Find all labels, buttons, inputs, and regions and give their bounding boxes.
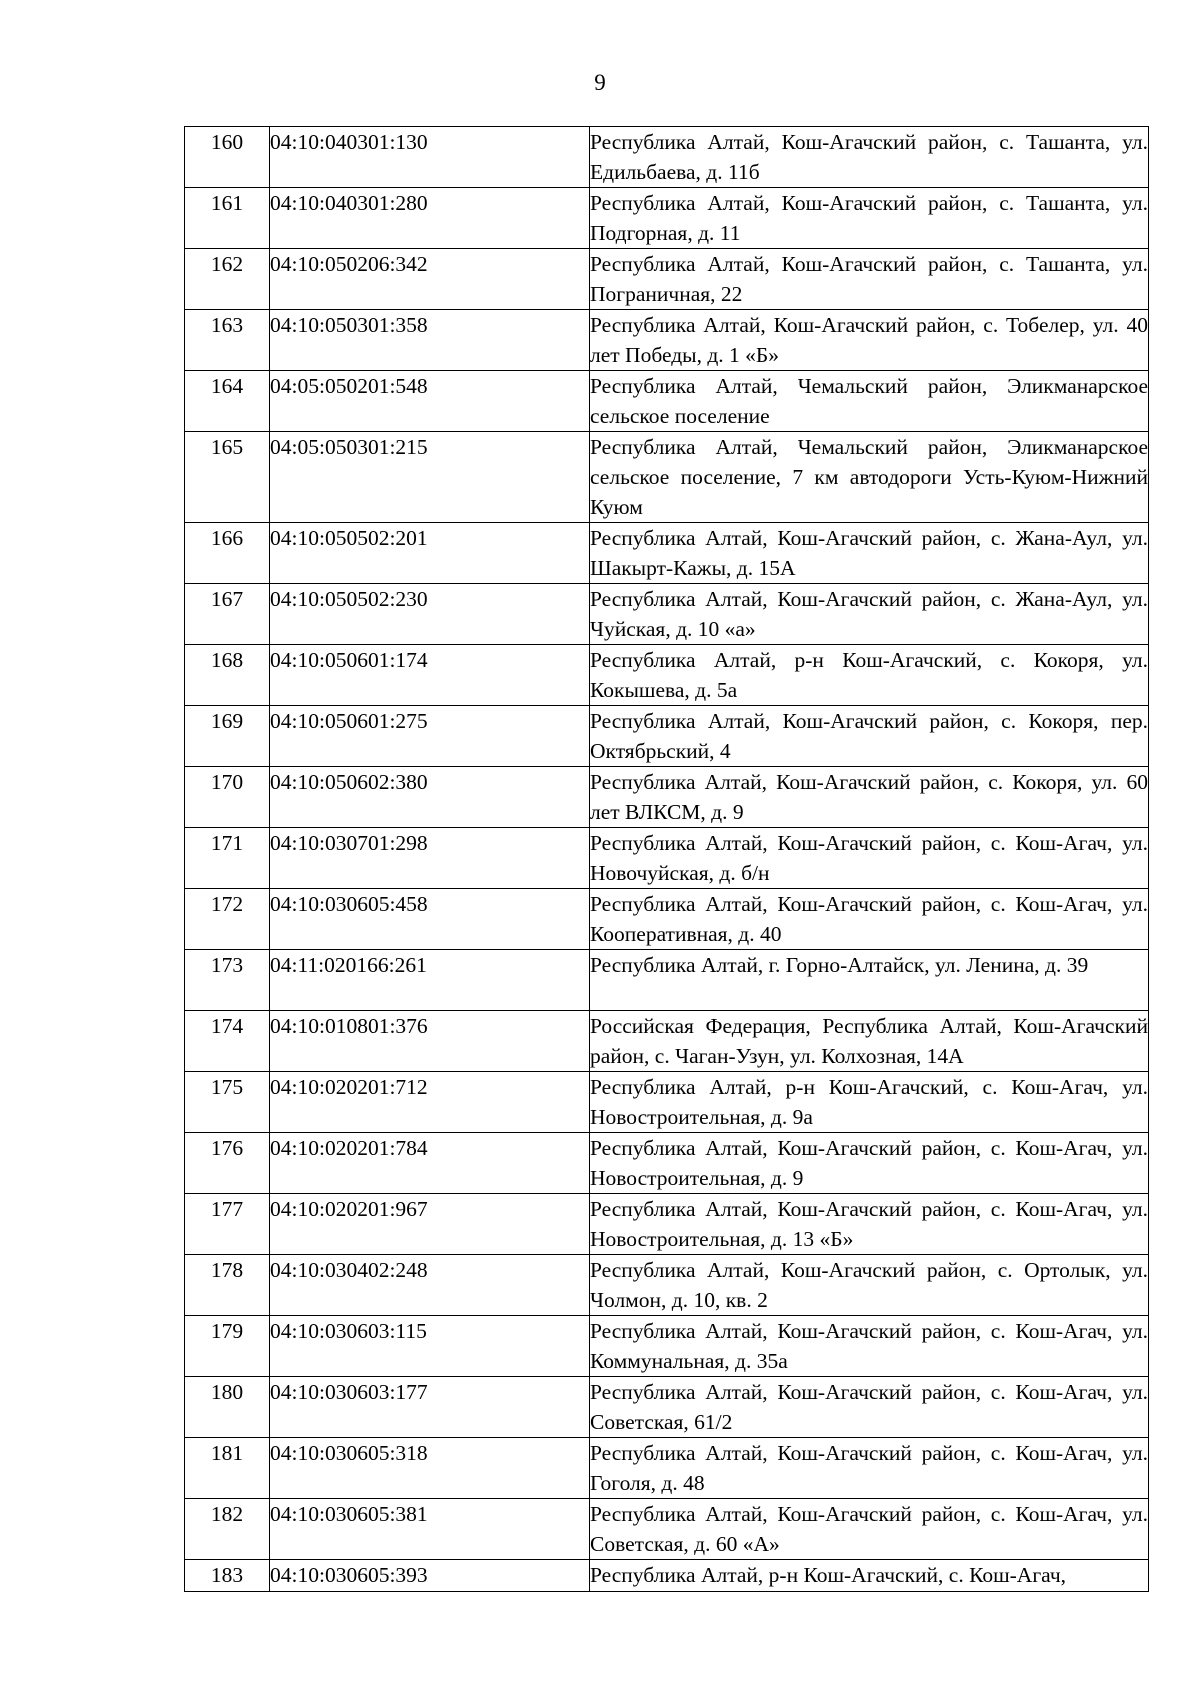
table-row: [185, 706, 1149, 767]
address: Республика Алтай, р-н Кош-Агачский, с. Кокоря, ул. Кокышева, д. 5а: [590, 645, 1149, 706]
row-number: 174: [185, 1010, 270, 1071]
address: Республика Алтай, Кош-Агачский район, с. Кош-Агач, ул. Советская, д. 60 «А»: [590, 1498, 1149, 1559]
row-number: 178: [185, 1254, 270, 1315]
address: Республика Алтай, Кош-Агачский район, с. Ташанта, ул. Пограничная, 22: [590, 249, 1149, 310]
row-number: 161: [185, 188, 270, 249]
table-row: [185, 1559, 1149, 1591]
table-row: [185, 249, 1149, 310]
row-number: 164: [185, 371, 270, 432]
cadastral-number: 04:10:030605:393: [270, 1559, 590, 1591]
table-row: [185, 1193, 1149, 1254]
address: Республика Алтай, Чемальский район, Эликманарское сельское поселение, 7 км автодороги Усть-Куюм-Нижний Куюм: [590, 432, 1149, 523]
cadastral-number: 04:10:040301:280: [270, 188, 590, 249]
row-number: 175: [185, 1071, 270, 1132]
table-row: [185, 1132, 1149, 1193]
cadastral-number: 04:10:030603:115: [270, 1315, 590, 1376]
row-number: 173: [185, 950, 270, 1011]
table-row: [185, 1437, 1149, 1498]
cadastral-number: 04:10:020201:712: [270, 1071, 590, 1132]
cadastral-number: 04:10:020201:967: [270, 1193, 590, 1254]
row-number: 167: [185, 584, 270, 645]
row-number: 172: [185, 889, 270, 950]
cadastral-number: 04:10:050601:174: [270, 645, 590, 706]
table-row: [185, 828, 1149, 889]
cadastral-number: 04:05:050301:215: [270, 432, 590, 523]
cadastral-number: 04:10:030605:458: [270, 889, 590, 950]
address: Республика Алтай, р-н Кош-Агачский, с. Кош-Агач, ул. Новостроительная, д. 9а: [590, 1071, 1149, 1132]
row-number: 170: [185, 767, 270, 828]
address: Республика Алтай, Кош-Агачский район, с. Кош-Агач, ул. Советская, 61/2: [590, 1376, 1149, 1437]
address: Республика Алтай, Кош-Агачский район, с. Тобелер, ул. 40 лет Победы, д. 1 «Б»: [590, 310, 1149, 371]
cadastral-number: 04:10:030605:318: [270, 1437, 590, 1498]
address: Республика Алтай, Кош-Агачский район, с. Ташанта, ул. Едильбаева, д. 11б: [590, 127, 1149, 188]
table-row: [185, 1315, 1149, 1376]
address: Республика Алтай, Кош-Агачский район, с. Жана-Аул, ул. Шакырт-Кажы, д. 15А: [590, 523, 1149, 584]
table-row: [185, 523, 1149, 584]
cadastral-number: 04:10:030402:248: [270, 1254, 590, 1315]
cadastral-number: 04:10:050602:380: [270, 767, 590, 828]
row-number: 179: [185, 1315, 270, 1376]
land-parcel-table: [184, 126, 1149, 1592]
address: Республика Алтай, г. Горно-Алтайск, ул. Ленина, д. 39: [590, 950, 1149, 1011]
table-row: [185, 1254, 1149, 1315]
address: Республика Алтай, р-н Кош-Агачский, с. Кош-Агач,: [590, 1559, 1149, 1591]
address: Республика Алтай, Кош-Агачский район, с. Кош-Агач, ул. Новочуйская, д. б/н: [590, 828, 1149, 889]
address: Республика Алтай, Кош-Агачский район, с. Кокоря, ул. 60 лет ВЛКСМ, д. 9: [590, 767, 1149, 828]
row-number: 169: [185, 706, 270, 767]
row-number: 182: [185, 1498, 270, 1559]
table-row: [185, 432, 1149, 523]
table-row: [185, 1498, 1149, 1559]
table-row: [185, 645, 1149, 706]
page-number: 9: [594, 70, 606, 95]
table-row: [185, 371, 1149, 432]
row-number: 183: [185, 1559, 270, 1591]
table-row: [185, 127, 1149, 188]
table-row: [185, 584, 1149, 645]
cadastral-number: 04:10:030605:381: [270, 1498, 590, 1559]
row-number: 177: [185, 1193, 270, 1254]
cadastral-number: 04:10:050502:201: [270, 523, 590, 584]
address: Республика Алтай, Кош-Агачский район, с. Кош-Агач, ул. Гоголя, д. 48: [590, 1437, 1149, 1498]
address: Республика Алтай, Кош-Агачский район, с. Ташанта, ул. Подгорная, д. 11: [590, 188, 1149, 249]
address: Республика Алтай, Чемальский район, Эликманарское сельское поселение: [590, 371, 1149, 432]
row-number: 171: [185, 828, 270, 889]
cadastral-number: 04:10:050601:275: [270, 706, 590, 767]
address: Республика Алтай, Кош-Агачский район, с. Жана-Аул, ул. Чуйская, д. 10 «а»: [590, 584, 1149, 645]
cadastral-number: 04:10:040301:130: [270, 127, 590, 188]
address: Республика Алтай, Кош-Агачский район, с. Кокоря, пер. Октябрьский, 4: [590, 706, 1149, 767]
table-row: [185, 188, 1149, 249]
row-number: 160: [185, 127, 270, 188]
address: Республика Алтай, Кош-Агачский район, с. Кош-Агач, ул. Коммунальная, д. 35а: [590, 1315, 1149, 1376]
address: Республика Алтай, Кош-Агачский район, с. Кош-Агач, ул. Кооперативная, д. 40: [590, 889, 1149, 950]
address: Республика Алтай, Кош-Агачский район, с. Кош-Агач, ул. Новостроительная, д. 13 «Б»: [590, 1193, 1149, 1254]
address: Республика Алтай, Кош-Агачский район, с. Кош-Агач, ул. Новостроительная, д. 9: [590, 1132, 1149, 1193]
cadastral-number: 04:11:020166:261: [270, 950, 590, 1011]
cadastral-number: 04:10:010801:376: [270, 1010, 590, 1071]
table-row: [185, 1376, 1149, 1437]
row-number: 166: [185, 523, 270, 584]
table-row: [185, 950, 1149, 1011]
cadastral-number: 04:10:030603:177: [270, 1376, 590, 1437]
row-number: 180: [185, 1376, 270, 1437]
table-row: [185, 889, 1149, 950]
cadastral-number: 04:10:050206:342: [270, 249, 590, 310]
address: Российская Федерация, Республика Алтай, Кош-Агачский район, с. Чаган-Узун, ул. Колхозная, 14А: [590, 1010, 1149, 1071]
row-number: 181: [185, 1437, 270, 1498]
address: Республика Алтай, Кош-Агачский район, с. Ортолык, ул. Чолмон, д. 10, кв. 2: [590, 1254, 1149, 1315]
row-number: 162: [185, 249, 270, 310]
table-row: [185, 1071, 1149, 1132]
cadastral-number: 04:10:030701:298: [270, 828, 590, 889]
cadastral-number: 04:10:020201:784: [270, 1132, 590, 1193]
table-row: [185, 1010, 1149, 1071]
row-number: 168: [185, 645, 270, 706]
table-row: [185, 767, 1149, 828]
row-number: 165: [185, 432, 270, 523]
row-number: 176: [185, 1132, 270, 1193]
cadastral-number: 04:05:050201:548: [270, 371, 590, 432]
row-number: 163: [185, 310, 270, 371]
cadastral-number: 04:10:050502:230: [270, 584, 590, 645]
table-row: [185, 310, 1149, 371]
cadastral-number: 04:10:050301:358: [270, 310, 590, 371]
